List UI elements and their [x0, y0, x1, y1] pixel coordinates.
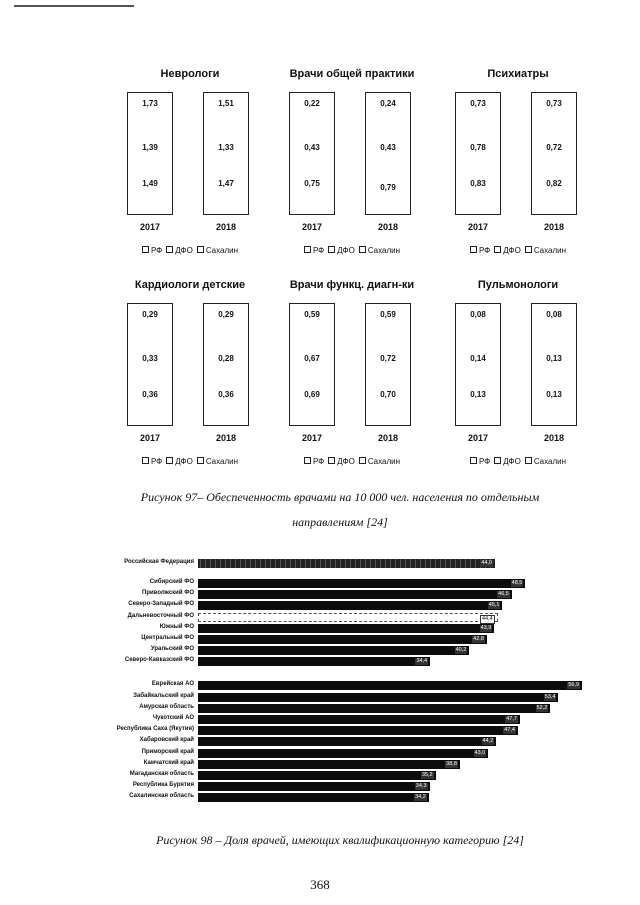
year-label: 2018: [377, 222, 399, 232]
legend: [110, 457, 270, 466]
cell-value: 0,59: [380, 310, 396, 319]
panel-title: Неврологи: [160, 68, 220, 80]
cell-value: 0,24: [380, 99, 396, 108]
bar-value-label: 40,2: [455, 647, 467, 654]
bar-category-label: Сибирский ФО: [149, 579, 194, 585]
bar: [198, 613, 498, 622]
bar-category-label: Забайкальский край: [133, 692, 194, 699]
bar-value-label: 56,9: [568, 682, 580, 689]
cell-value: 0,72: [380, 354, 396, 363]
legend-label: РФ: [150, 457, 163, 466]
legend-item: [494, 246, 521, 255]
legend-item: [470, 457, 490, 466]
bar: [198, 749, 488, 758]
legend-item: [525, 246, 566, 255]
bar: [198, 737, 496, 746]
bar: [198, 624, 494, 633]
legend-item: [166, 246, 193, 255]
bar: [198, 693, 558, 702]
bar-value-label: 35,2: [421, 772, 433, 778]
legend-item: [304, 457, 324, 466]
legend-item: [470, 246, 490, 255]
legend-swatch: [166, 246, 173, 253]
cell-value: 0,78: [470, 143, 486, 152]
legend-swatch: [197, 246, 204, 253]
legend-swatch: [470, 457, 477, 464]
chart-panel: [272, 68, 432, 268]
bar: [198, 646, 469, 655]
value-column: [455, 92, 501, 215]
value-column: [127, 303, 173, 426]
panel-title: Пульмонологи: [477, 279, 559, 291]
bar: [198, 657, 430, 666]
legend-item: [494, 457, 521, 466]
cell-value: 0,33: [142, 354, 158, 363]
legend-swatch: [304, 457, 311, 464]
chart-panel: [110, 279, 270, 479]
legend-label: РФ: [312, 246, 325, 255]
cell-value: 1,33: [218, 143, 234, 152]
legend-label: Сахалин: [367, 246, 401, 255]
bar: [198, 726, 518, 735]
legend-swatch: [197, 457, 204, 464]
bar-value-label: 38,8: [446, 760, 457, 767]
bar-category-label: Сахалинская область: [129, 793, 194, 800]
cell-value: 0,75: [304, 179, 320, 188]
cell-value: 0,36: [218, 390, 234, 399]
bar-value-label: 53,4: [544, 693, 556, 700]
figure97-caption-line2: направлениям [24]: [292, 515, 388, 529]
bar-category-label: Республика Бурятия: [132, 782, 194, 789]
cell-value: 0,36: [142, 390, 158, 399]
legend-item: [328, 457, 355, 466]
cell-value: 0,13: [546, 354, 562, 363]
bar-value-label: 46,5: [498, 591, 509, 598]
bar-category-label: Хабаровский край: [139, 737, 194, 744]
value-column: [203, 92, 249, 215]
cell-value: 0,43: [380, 143, 396, 152]
bar-category-label: Северо-Западный ФО: [128, 601, 194, 608]
cell-value: 0,67: [304, 354, 320, 363]
legend-item: [328, 246, 355, 255]
cell-value: 0,73: [546, 99, 562, 108]
legend: [272, 457, 432, 466]
figure97-caption-line1: Рисунок 97– Обеспеченность врачами на 10 000 чел. населения по отдельным: [140, 490, 540, 504]
cell-value: 0,13: [470, 390, 486, 399]
bar-category-label: Камчатский край: [143, 759, 194, 766]
legend-label: Сахалин: [205, 246, 239, 255]
year-label: 2017: [301, 433, 323, 443]
legend-swatch: [525, 457, 532, 464]
bar-category-label: Центральный ФО: [141, 635, 194, 641]
bar: [198, 760, 460, 769]
cell-value: 0,72: [546, 143, 562, 152]
legend-label: ДФО: [337, 457, 355, 466]
bar-value-label: 44,2: [482, 738, 494, 745]
legend-label: ДФО: [337, 246, 355, 255]
cell-value: 1,39: [142, 143, 158, 152]
bar: [198, 782, 430, 791]
cell-value: 0,73: [470, 99, 486, 108]
bar-value-label: 43,9: [480, 624, 492, 631]
cell-value: 0,59: [304, 310, 320, 319]
cell-value: 0,29: [142, 310, 158, 319]
legend-swatch: [166, 457, 173, 464]
legend-item: [197, 457, 238, 466]
year-label: 2018: [215, 222, 237, 232]
legend-item: [359, 246, 400, 255]
bar-category-label: Амурская область: [139, 703, 194, 710]
legend-label: Сахалин: [533, 246, 567, 255]
bar-value-label: 34,3: [415, 783, 427, 790]
bar-value-label: 52,2: [536, 704, 548, 711]
legend-label: ДФО: [503, 246, 521, 255]
value-column: [365, 303, 411, 426]
panel-title: Врачи функц. диагн-ки: [289, 279, 415, 291]
legend-label: ДФО: [175, 246, 193, 255]
bar-value-label: 47,4: [504, 727, 515, 734]
bar-value-label: 47,7: [506, 716, 517, 722]
year-label: 2017: [467, 222, 489, 232]
cell-value: 0,29: [218, 310, 234, 319]
bar: [198, 704, 550, 713]
bar-value-label: 48,5: [511, 580, 523, 586]
legend: [110, 246, 270, 255]
chart-panel: [110, 68, 270, 268]
value-column: [289, 303, 335, 426]
header-rule: [14, 5, 134, 7]
value-column: [531, 303, 577, 426]
cell-value: 1,51: [218, 99, 234, 108]
bar-value-label: 43,0: [474, 749, 486, 756]
bar-category-label: Чукотский АО: [152, 715, 194, 721]
legend-swatch: [328, 246, 335, 253]
legend-swatch: [142, 246, 149, 253]
legend-item: [166, 457, 193, 466]
cell-value: 0,69: [304, 390, 320, 399]
value-column: [127, 92, 173, 215]
cell-value: 0,28: [218, 354, 234, 363]
cell-value: 0,08: [546, 310, 562, 319]
cell-value: 0,79: [380, 183, 396, 192]
cell-value: 0,82: [546, 179, 562, 188]
year-label: 2017: [139, 433, 161, 443]
legend-item: [142, 457, 162, 466]
legend-swatch: [328, 457, 335, 464]
cell-value: 0,08: [470, 310, 486, 319]
bar-category-label: Еврейская АО: [151, 681, 194, 688]
legend-item: [359, 457, 400, 466]
legend-swatch: [494, 457, 501, 464]
year-label: 2018: [215, 433, 237, 443]
panel-title: Врачи общей практики: [289, 68, 415, 80]
bar-category-label: Магаданская область: [129, 771, 194, 777]
legend: [272, 246, 432, 255]
bar-category-label: Приволжский ФО: [142, 590, 194, 597]
cell-value: 0,70: [380, 390, 396, 399]
bar-value-label: 34,4: [416, 658, 428, 665]
cell-value: 1,49: [142, 179, 158, 188]
legend-label: Сахалин: [367, 457, 401, 466]
value-column: [203, 303, 249, 426]
bar: [198, 559, 495, 568]
bar-value-label: 45,1: [488, 602, 500, 609]
bar: [198, 590, 512, 599]
cell-value: 1,73: [142, 99, 158, 108]
legend: [438, 246, 598, 255]
year-label: 2018: [543, 433, 565, 443]
cell-value: 0,14: [470, 354, 486, 363]
bar-category-label: Республика Саха (Якутия): [116, 726, 194, 733]
legend-label: РФ: [478, 246, 491, 255]
chart-panel: [438, 279, 598, 479]
year-label: 2018: [543, 222, 565, 232]
legend-swatch: [494, 246, 501, 253]
legend-label: РФ: [312, 457, 325, 466]
legend-item: [142, 246, 162, 255]
bar: [198, 715, 520, 724]
legend-swatch: [304, 246, 311, 253]
legend: [438, 457, 598, 466]
legend-swatch: [525, 246, 532, 253]
panel-title: Психиатры: [487, 68, 549, 80]
bar-category-label: Дальневосточный ФО: [127, 612, 194, 619]
bar-value-label: 42,8: [473, 636, 484, 642]
cell-value: 0,83: [470, 179, 486, 188]
cell-value: 0,13: [546, 390, 562, 399]
bar-value-label: 34,2: [415, 794, 426, 801]
legend-swatch: [142, 457, 149, 464]
year-label: 2017: [301, 222, 323, 232]
legend-label: ДФО: [175, 457, 193, 466]
bar-category-label: Российская Федерация: [124, 559, 194, 565]
bar-category-label: Северо-Кавказский ФО: [124, 657, 194, 664]
panel-title: Кардиологи детские: [134, 279, 246, 291]
year-label: 2017: [467, 433, 489, 443]
year-label: 2017: [139, 222, 161, 232]
cell-value: 0,22: [304, 99, 320, 108]
bar: [198, 579, 525, 588]
bar-value-label: 44,0: [481, 560, 492, 566]
bar: [198, 771, 436, 780]
legend-label: Сахалин: [205, 457, 239, 466]
legend-label: РФ: [478, 457, 491, 466]
legend-label: РФ: [150, 246, 163, 255]
figure98-caption: Рисунок 98 – Доля врачей, имеющих квалификационную категорию [24]: [156, 833, 524, 847]
bar: [198, 681, 582, 690]
bar-value-label: 44,4: [481, 615, 493, 622]
legend-label: Сахалин: [533, 457, 567, 466]
cell-value: 0,43: [304, 143, 320, 152]
value-column: [365, 92, 411, 215]
legend-item: [304, 246, 324, 255]
legend-swatch: [359, 457, 366, 464]
cell-value: 1,47: [218, 179, 234, 188]
value-column: [455, 303, 501, 426]
legend-swatch: [359, 246, 366, 253]
value-column: [289, 92, 335, 215]
legend-item: [525, 457, 566, 466]
legend-swatch: [470, 246, 477, 253]
bar: [198, 635, 487, 644]
legend-label: ДФО: [503, 457, 521, 466]
page-number: 368: [310, 877, 330, 892]
legend-item: [197, 246, 238, 255]
bar: [198, 793, 429, 802]
chart-panel: [272, 279, 432, 479]
chart-panel: [438, 68, 598, 268]
value-column: [531, 92, 577, 215]
bar-category-label: Южный ФО: [159, 623, 194, 630]
year-label: 2018: [377, 433, 399, 443]
bar: [198, 601, 502, 610]
bar-category-label: Приморский край: [141, 748, 194, 755]
bar-category-label: Уральский ФО: [150, 646, 194, 653]
